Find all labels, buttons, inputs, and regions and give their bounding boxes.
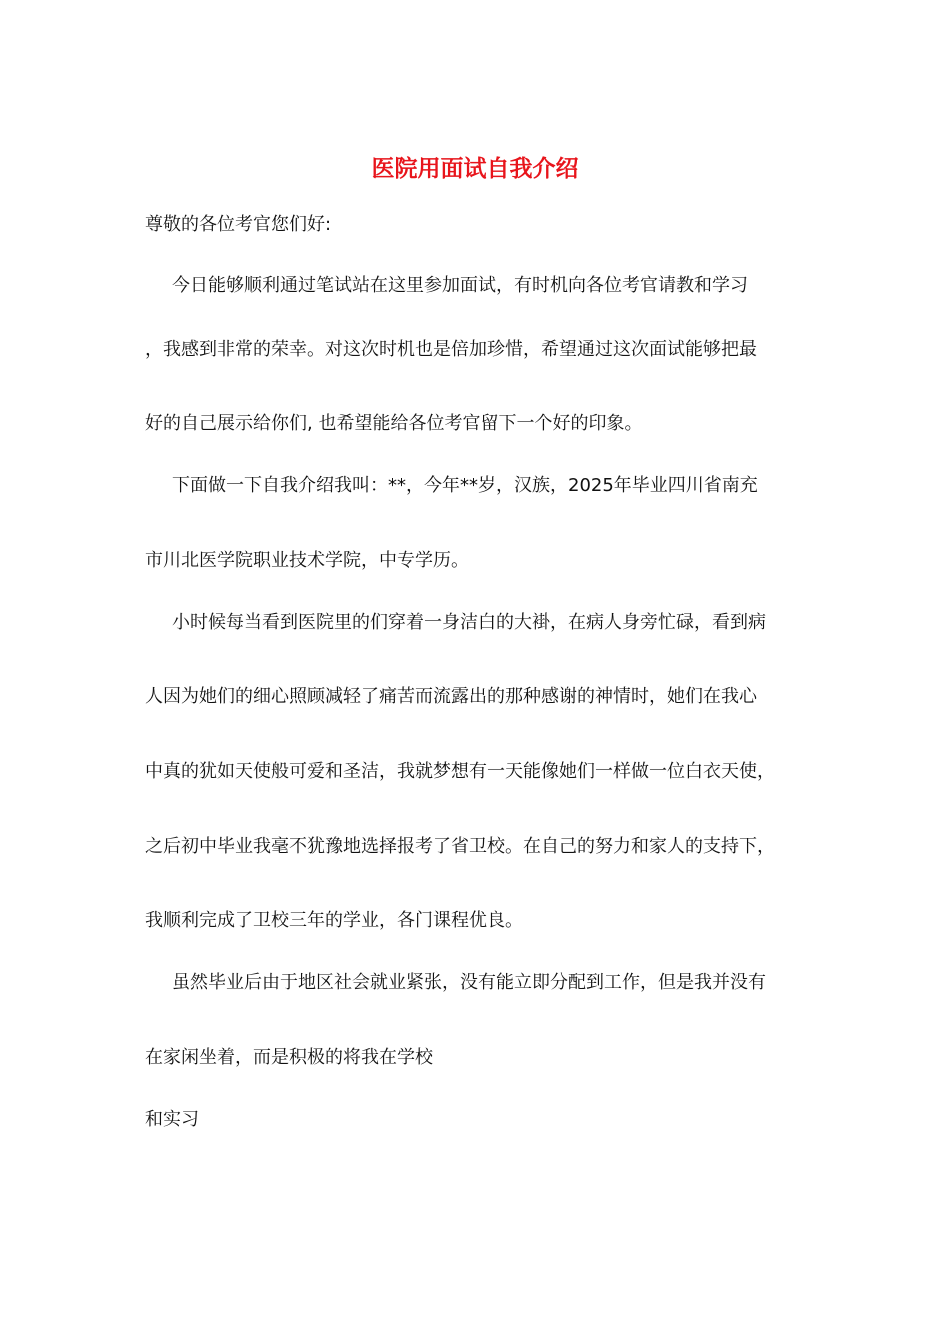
body-line: 在家闲坐着，而是积极的将我在学校 <box>145 1047 433 1068</box>
body-line: 今日能够顺利通过笔试站在这里参加面试，有时机向各位考官请教和学习 <box>172 275 748 296</box>
body-line: 下面做一下自我介绍我叫：**，今年**岁，汉族，2025年毕业四川省南充 <box>172 475 758 496</box>
greeting-line: 尊敬的各位考官您们好: <box>145 214 332 235</box>
body-line: 小时候每当看到医院里的们穿着一身洁白的大褂，在病人身旁忙碌，看到病 <box>172 612 766 633</box>
document-title: 医院用面试自我介绍 <box>371 156 579 182</box>
body-line: 我顺利完成了卫校三年的学业，各门课程优良。 <box>145 910 523 931</box>
body-line: 好的自己展示给你们, 也希望能给各位考官留下一个好的印象。 <box>145 413 643 434</box>
body-line: 市川北医学院职业技术学院，中专学历。 <box>145 550 469 571</box>
body-line: 之后初中毕业我毫不犹豫地选择报考了省卫校。在自己的努力和家人的支持下， <box>145 836 775 857</box>
body-line: 中真的犹如天使般可爱和圣洁，我就梦想有一天能像她们一样做一位白衣天使， <box>145 761 775 782</box>
body-line: 虽然毕业后由于地区社会就业紧张，没有能立即分配到工作，但是我并没有 <box>172 972 766 993</box>
body-line: 和实习 <box>145 1109 199 1130</box>
body-line: 人因为她们的细心照顾减轻了痛苦而流露出的那种感谢的神情时，她们在我心 <box>145 686 757 707</box>
body-line: ，我感到非常的荣幸。对这次时机也是倍加珍惜，希望通过这次面试能够把最 <box>145 339 757 360</box>
